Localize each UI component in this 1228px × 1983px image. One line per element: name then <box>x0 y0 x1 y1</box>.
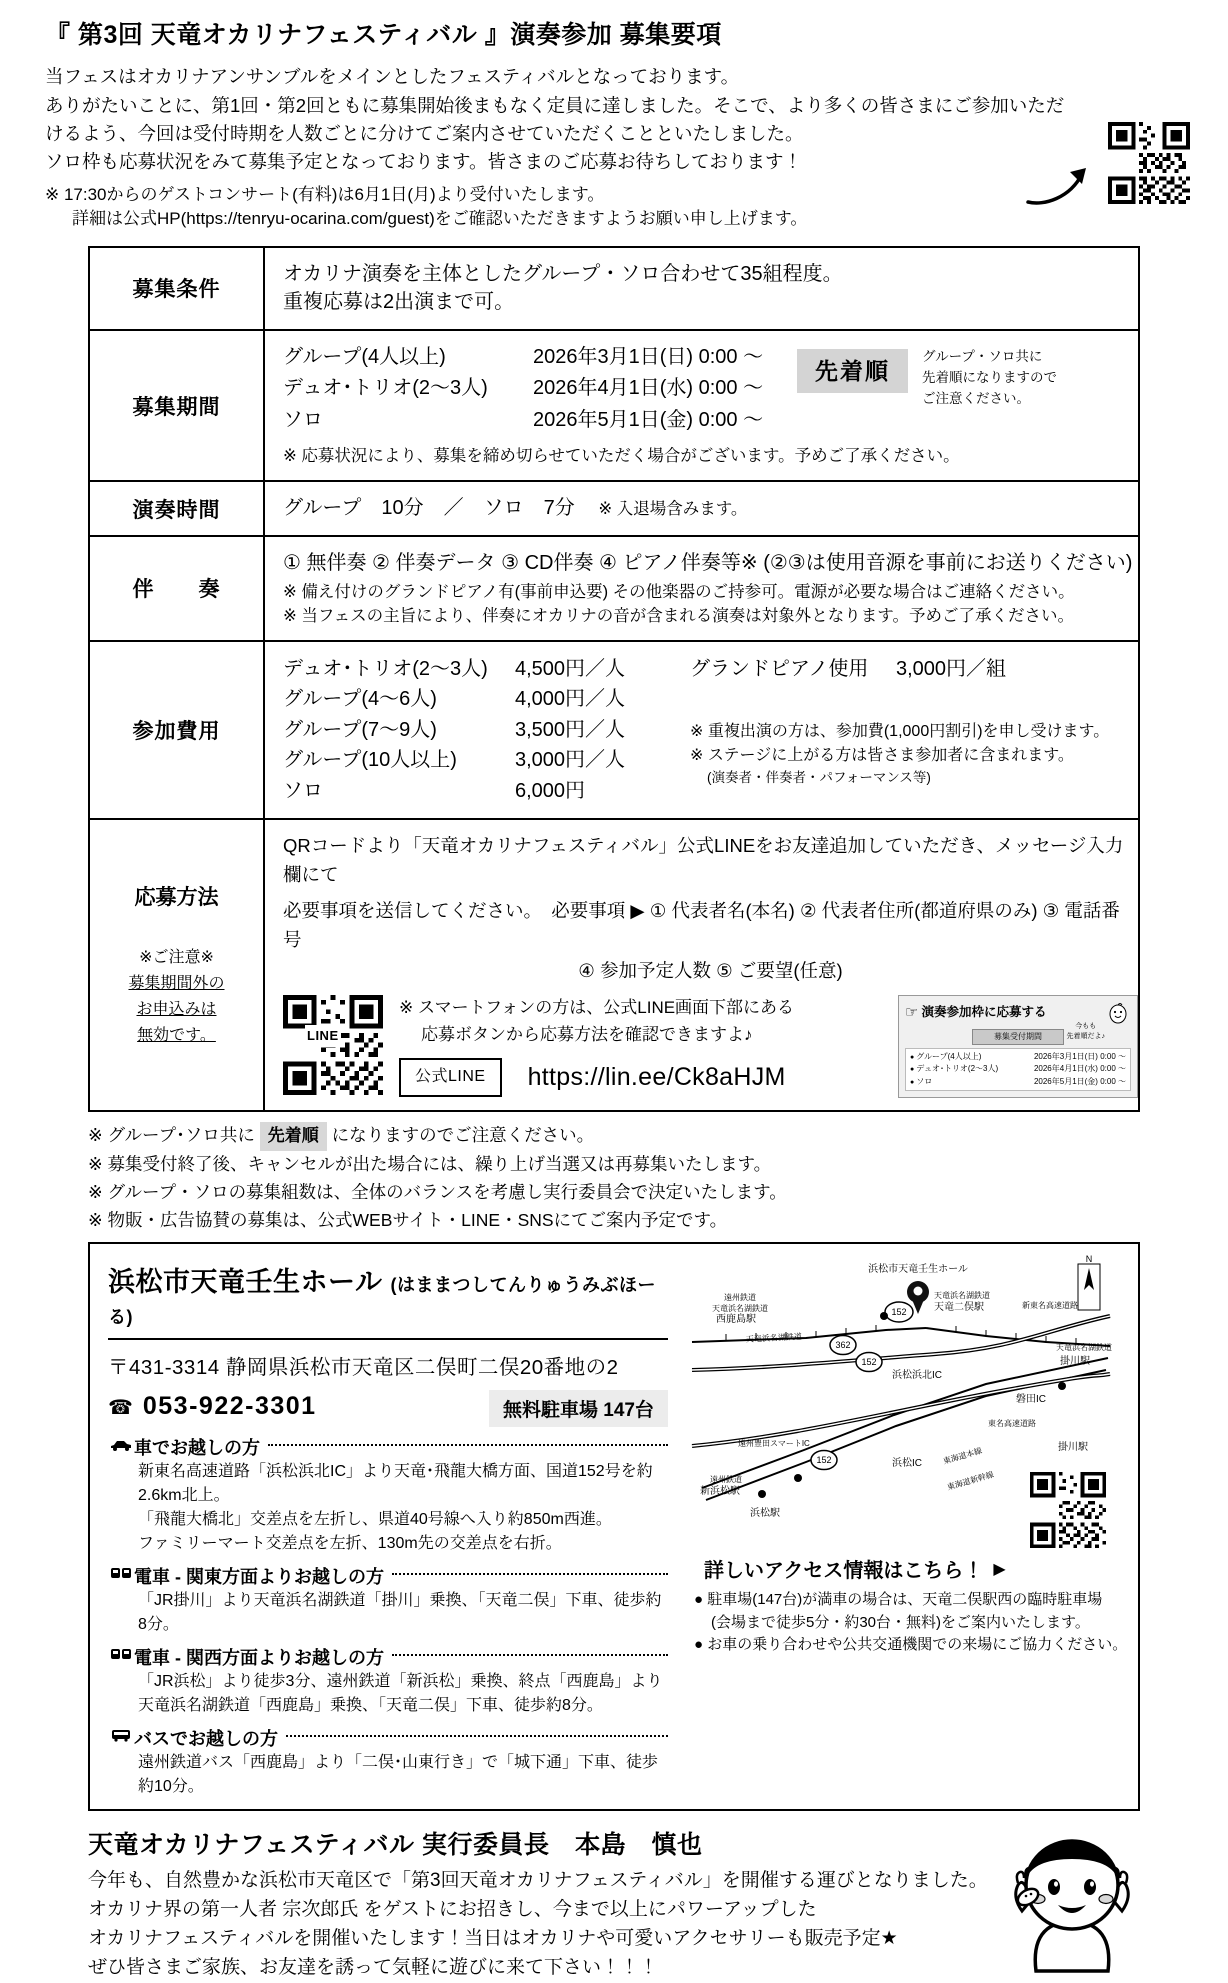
venue-divider <box>108 1338 668 1340</box>
venue-map-panel <box>682 1244 1138 1809</box>
access-more-link[interactable] <box>686 1554 1130 1583</box>
access-group-car <box>108 1434 668 1556</box>
apply-caution-line-3: 無効です。 <box>137 1027 216 1045</box>
line-shot-button-label: 募集受付期間 <box>994 1031 1042 1041</box>
row-value-duration <box>264 481 1139 535</box>
note-line-3: ※ グループ・ソロの募集組数は、全体のバランスを考慮し実行委員会で決定いたします。 <box>88 1181 787 1202</box>
access-body-bus <box>108 1751 668 1799</box>
map-graphic <box>686 1250 1116 1550</box>
venue-name-row <box>108 1260 668 1330</box>
sp-note-line-1: ※ スマートフォンの方は、公式LINE画面下部にある <box>399 998 795 1018</box>
footer-line-2: オカリナ界の第一人者 宗次郎氏 をゲストにお招きし、今まで以上にパワーアップした <box>88 1899 817 1921</box>
dotted-rule <box>286 1735 668 1737</box>
line-app-screenshot <box>898 995 1138 1098</box>
apply-smartphone-note <box>399 995 890 1096</box>
intro-line-4: ソロ枠も応募状況をみて募集予定となっております。皆さまのご応募お待ちしております！ <box>45 151 803 173</box>
svg-text:東海道本線: 東海道本線 <box>942 1446 984 1467</box>
sp-note-line-2: 応募ボタンから応募方法を確認できますよ♪ <box>421 1024 753 1044</box>
venue-tel: 053-922-3301 <box>142 1392 317 1421</box>
access-group-train-kansai <box>108 1644 668 1718</box>
row-label-conditions: 募集条件 <box>89 247 264 330</box>
row-value-fee <box>264 641 1139 819</box>
period-date: 2026年3月1日(日) 0:00 ～ <box>533 345 764 368</box>
svg-text:磐田IC: 磐田IC <box>1016 1394 1046 1406</box>
conditions-line-2: 重複応募は2出演まで可。 <box>283 291 515 314</box>
fee-note-3: (演奏者・伴奏者・パフォーマンス等) <box>707 770 931 786</box>
intro-line-2: ありがたいことに、第1回・第2回ともに募集開始後まもなく定員に達しました。そこで、より多くの皆さまにご参加いただ <box>45 94 1065 116</box>
access-map <box>686 1250 1130 1550</box>
bus-icon <box>108 1729 134 1747</box>
mascot-small-icon <box>1105 1002 1131 1024</box>
table-row-apply <box>89 819 1139 1112</box>
piano-fee-label: グランドピアノ使用 <box>690 658 869 681</box>
dotted-rule <box>392 1573 668 1575</box>
line-shot-row <box>910 1063 1126 1076</box>
car-icon <box>108 1438 134 1456</box>
first-come-note-3: ご注意ください。 <box>922 390 1030 406</box>
period-row <box>283 406 791 434</box>
apply-line-2: 必要事項を送信してください。 必要事項 ▶ ① 代表者名(本名) ② 代表者住所(都道府県のみ) ③ 電話番号 <box>283 900 1120 950</box>
note-1-prefix: ※ グループ･ソロ共に <box>88 1125 255 1146</box>
row-value-apply <box>264 819 1139 1112</box>
access-head-car: 車でお越しの方 <box>134 1438 260 1459</box>
train-icon <box>108 1648 134 1667</box>
footer-line-3: オカリナフェスティバルを開催いたします！当日はオカリナや可愛いアクセサリーも販売予定★ <box>88 1928 898 1950</box>
venue-name-kana: (はままつしてんりゅうみぶほーる) <box>108 1275 656 1328</box>
svg-text:152: 152 <box>891 1307 907 1318</box>
line-shot-row-label: ● グループ(4人以上) <box>910 1051 982 1061</box>
row-label-duration: 演奏時間 <box>89 481 264 535</box>
apply-label-text: 応募方法 <box>134 886 219 910</box>
svg-text:浜松IC: 浜松IC <box>892 1458 922 1470</box>
triangle-right-icon: ▶ <box>993 1560 1006 1578</box>
map-note-2: ● お車の乗り合わせや公共交通機関での来場にご協力ください。 <box>694 1636 1128 1654</box>
table-row-fee <box>89 641 1139 819</box>
svg-text:遠州鉄道: 遠州鉄道 <box>724 1293 756 1303</box>
note-line-4: ※ 物販・広告協賛の募集は、公式WEBサイト・LINE・SNSにてご案内予定です。 <box>88 1209 728 1230</box>
period-footnote: ※ 応募状況により、募集を締め切らせていただく場合がございます。予めご了承ください。 <box>283 446 960 465</box>
dotted-rule <box>268 1444 668 1446</box>
period-type: グループ(4人以上) <box>283 345 446 368</box>
fee-extras <box>690 654 1138 806</box>
venue-box <box>88 1242 1140 1811</box>
fee-types <box>283 654 515 806</box>
footer-body <box>88 1867 1140 1983</box>
line-shot-row-date: 2026年4月1日(水) 0:00 ～ <box>1033 1064 1126 1074</box>
guest-note-line-2: 詳細は公式HP(https://tenryu-ocarina.com/guest)をご確認いただきますようお願い申し上げます。 <box>72 209 808 229</box>
access-train-kansai-line-1: 「JR浜松」より徒歩3分、遠州鉄道「新浜松」乗換、終点「西鹿島」より <box>138 1673 663 1691</box>
first-come-badge-wrap <box>797 349 908 394</box>
access-bus-line-1: 遠州鉄道バス「西鹿島」より「二俣･山東行き」で「城下通」下車、徒歩約10分。 <box>138 1754 659 1796</box>
row-value-accompaniment <box>264 536 1139 641</box>
access-car-line-1: 新東名高速道路「浜松浜北IC」より天竜･飛龍大橋方面、国道152号を約2.6km北上。 <box>138 1463 653 1505</box>
line-shot-title: 演奏参加枠に応募する <box>921 1005 1047 1020</box>
footer-line-1: 今年も、自然豊かな浜松市天竜区で「第3回天竜オカリナフェスティバル」を開催する運びとなりました。 <box>88 1870 988 1892</box>
fee-price: 3,500円／人 <box>515 718 626 741</box>
row-value-conditions <box>264 247 1139 330</box>
svg-text:掛川駅: 掛川駅 <box>1058 1442 1088 1454</box>
access-train-kanto-line-1: 「JR掛川」より天竜浜名湖鉄道「掛川」乗換、「天竜二俣」下車、徒歩約8分。 <box>138 1592 662 1634</box>
svg-text:362: 362 <box>835 1340 851 1351</box>
svg-text:遠州豊田スマートIC: 遠州豊田スマートIC <box>738 1439 810 1449</box>
line-qr-caption: LINE <box>305 1025 341 1047</box>
fee-price: 4,000円／人 <box>515 688 626 711</box>
apply-line-1: QRコードより「天竜オカリナフェスティバル」公式LINEをお友達追加していただき、メッセージ入力欄にて <box>283 834 1124 885</box>
access-body-car <box>108 1460 668 1556</box>
period-type: デュオ･トリオ(2～3人) <box>283 377 488 400</box>
note-line-1 <box>88 1122 1140 1151</box>
piano-fee-line <box>690 654 1138 684</box>
access-head-train-kanto: 電車 - 関東方面よりお越しの方 <box>134 1567 384 1588</box>
table-row-period <box>89 330 1139 482</box>
fee-type: グループ(7～9人) <box>283 718 437 741</box>
accompaniment-line-1: ① 無伴奏 ② 伴奏データ ③ CD伴奏 ④ ピアノ伴奏等※ (②③は使用音源を事前にお送りください) <box>283 551 1133 574</box>
mascot-character-icon <box>998 1819 1146 1979</box>
svg-text:浜松浜北IC: 浜松浜北IC <box>892 1370 942 1382</box>
curved-arrow-icon <box>1024 162 1098 208</box>
period-rows <box>283 343 791 437</box>
apply-caution <box>96 945 257 1049</box>
accompaniment-line-3: ※ 当フェスの主旨により、伴奏にオカリナの音が含まれる演奏は対象外となります。予めご了承ください。 <box>283 606 1074 625</box>
svg-text:東名高速道路: 東名高速道路 <box>988 1419 1036 1429</box>
note-line-2: ※ 募集受付終了後、キャンセルが出た場合には、繰り上げ当選又は再募集いたします。 <box>88 1154 772 1175</box>
venue-name: 浜松市天竜壬生ホール <box>108 1267 383 1298</box>
first-come-note-1: グループ・ソロ共に <box>922 348 1043 364</box>
fee-note-2: ※ ステージに上がる方は皆さま参加者に含まれます。 <box>690 747 1074 765</box>
line-shot-row <box>910 1076 1126 1089</box>
fee-price: 4,500円／人 <box>515 658 626 681</box>
svg-text:新東名高速道路: 新東名高速道路 <box>1022 1301 1078 1311</box>
conditions-line-1: オカリナ演奏を主体としたグループ・ソロ合わせて35組程度。 <box>283 263 843 286</box>
fee-type: グループ(10人以上) <box>283 749 457 772</box>
line-shot-button[interactable] <box>972 1022 1105 1045</box>
svg-text:天竜浜名湖鉄道: 天竜浜名湖鉄道 <box>712 1304 768 1314</box>
line-shot-row <box>910 1051 1126 1064</box>
svg-text:掛川駅: 掛川駅 <box>1060 1356 1090 1368</box>
line-shot-row-date: 2026年3月1日(日) 0:00 ～ <box>1033 1051 1126 1061</box>
access-car-line-3: ファミリーマート交差点を左折、130m先の交差点を右折。 <box>138 1535 562 1553</box>
table-row-conditions <box>89 247 1139 330</box>
fee-type: デュオ･トリオ(2～3人) <box>283 658 488 681</box>
duration-note: ※ 入退場含みます。 <box>598 500 748 519</box>
map-notes <box>686 1589 1130 1657</box>
fee-price: 3,000円／人 <box>515 749 626 772</box>
apply-line-3: ④ 参加予定人数 ⑤ ご要望(任意) <box>578 959 843 981</box>
svg-text:東海道新幹線: 東海道新幹線 <box>946 1470 995 1493</box>
access-group-bus <box>108 1725 668 1799</box>
svg-text:遠州鉄道: 遠州鉄道 <box>710 1475 742 1485</box>
first-come-note-2: 先着順になりますので <box>922 369 1057 385</box>
fee-type: グループ(4～6人) <box>283 688 437 711</box>
fee-type: ソロ <box>283 779 323 802</box>
line-shot-note-a: 今もも <box>1075 1022 1097 1030</box>
page-title: 『 第3回 天竜オカリナフェスティバル 』演奏参加 募集要項 <box>45 21 722 49</box>
line-shot-note-b: 先着順だよ♪ <box>1066 1033 1105 1041</box>
requirements-table <box>88 246 1140 1112</box>
intro-block <box>40 63 1188 232</box>
svg-text:新浜松駅: 新浜松駅 <box>700 1486 740 1498</box>
first-come-badge: 先着順 <box>797 349 908 394</box>
svg-text:天竜浜名湖鉄道: 天竜浜名湖鉄道 <box>745 1332 803 1345</box>
row-label-apply <box>89 819 264 1112</box>
access-head-train-kansai: 電車 - 関西方面よりお越しの方 <box>134 1648 384 1669</box>
apply-caution-line-1: 募集期間外の <box>128 975 225 993</box>
dotted-rule <box>392 1654 668 1656</box>
guest-concert-note <box>45 183 1188 232</box>
first-come-note <box>922 343 1057 410</box>
parking-badge: 無料駐車場 147台 <box>489 1390 668 1427</box>
row-label-period: 募集期間 <box>89 330 264 482</box>
line-shot-rows <box>905 1048 1131 1092</box>
map-note-1b: (会場まで徒歩5分・約30台・無料)をご案内いたします。 <box>711 1613 1090 1631</box>
row-label-fee: 参加費用 <box>89 641 264 819</box>
pointer-hand-icon: ☞ <box>905 1004 919 1022</box>
svg-text:浜松市天竜壬生ホール: 浜松市天竜壬生ホール <box>868 1264 968 1276</box>
qr-code-top-icon <box>1108 122 1190 204</box>
period-row <box>283 343 791 371</box>
svg-text:浜松駅: 浜松駅 <box>750 1508 780 1520</box>
period-type: ソロ <box>283 408 323 431</box>
map-note-1: ● 駐車場(147台)が満車の場合は、天竜二俣駅西の臨時駐車場 <box>694 1591 1103 1609</box>
train-icon <box>108 1567 134 1586</box>
official-line-box: 公式LINE <box>399 1058 502 1097</box>
apply-caution-line-2: お申込みは <box>136 1001 217 1019</box>
period-row <box>283 374 791 402</box>
apply-caution-title: ※ご注意※ <box>139 949 214 967</box>
duration-value: グループ 10分 ／ ソロ 7分 <box>283 497 575 520</box>
access-more-label: 詳しいアクセス情報はこちら！ <box>704 1560 984 1583</box>
footer-line-4: ぜひ皆さまご家族、お友達を誘って気軽に遊びに来て下さい！！！ <box>88 1956 659 1978</box>
venue-address: 〒431-3314 静岡県浜松市天竜区二俣町二俣20番地の2 <box>108 1356 619 1380</box>
line-shot-row-date: 2026年5月1日(金) 0:00 ～ <box>1033 1076 1126 1086</box>
piano-fee-price: 3,000円／組 <box>895 658 1007 681</box>
access-train-kansai-line-2: 天竜浜名湖鉄道「西鹿島」乗換、「天竜二俣」下車、徒歩約8分。 <box>138 1697 603 1715</box>
telephone-icon: ☎ <box>108 1397 135 1420</box>
row-label-accompaniment: 伴 奏 <box>89 536 264 641</box>
row-value-period <box>264 330 1139 482</box>
line-shot-row-label: ● ソロ <box>910 1076 933 1086</box>
access-group-train-kanto <box>108 1563 668 1637</box>
qr-code-line-wrap[interactable] <box>283 995 383 1095</box>
fee-price: 6,000円 <box>515 779 586 802</box>
svg-text:天竜浜名湖鉄道: 天竜浜名湖鉄道 <box>934 1291 990 1301</box>
access-head-bus: バスでお越しの方 <box>134 1729 278 1750</box>
svg-text:西鹿島駅: 西鹿島駅 <box>716 1314 756 1326</box>
table-row-duration <box>89 481 1139 535</box>
period-date: 2026年4月1日(水) 0:00 ～ <box>533 377 764 400</box>
svg-text:152: 152 <box>861 1357 877 1368</box>
svg-text:天竜浜名湖鉄道: 天竜浜名湖鉄道 <box>1056 1343 1112 1353</box>
additional-notes <box>88 1122 1140 1234</box>
footer-message <box>88 1825 1140 1983</box>
table-row-accompaniment <box>89 536 1139 641</box>
line-url[interactable]: https://lin.ee/Ck8aHJM <box>527 1063 786 1092</box>
svg-text:N: N <box>1085 1254 1093 1265</box>
venue-info <box>90 1244 682 1809</box>
intro-line-3: けるよう、今回は受付時期を人数ごとに分けてご案内させていただくことといたしました。 <box>45 123 804 144</box>
qr-code-access-icon <box>1030 1472 1106 1548</box>
fee-prices <box>515 654 690 806</box>
svg-text:天竜二俣駅: 天竜二俣駅 <box>934 1302 984 1314</box>
access-body-train-kanto <box>108 1589 668 1637</box>
access-body-train-kansai <box>108 1670 668 1718</box>
svg-text:152: 152 <box>816 1455 832 1466</box>
guest-note-line-1: ※ 17:30からのゲストコンサート(有料)は6月1日(月)より受付いたします。 <box>45 184 605 204</box>
line-shot-note <box>1067 1022 1106 1044</box>
note-1-suffix: になりますのでご注意ください。 <box>331 1125 595 1146</box>
note-1-badge: 先着順 <box>260 1122 327 1151</box>
line-shot-row-label: ● デュオ･トリオ(2～3人) <box>910 1064 999 1074</box>
period-date: 2026年5月1日(金) 0:00 ～ <box>533 408 764 431</box>
intro-line-1: 当フェスはオカリナアンサンブルをメインとしたフェスティバルとなっております。 <box>45 66 740 88</box>
fee-note-1: ※ 重複出演の方は、参加費(1,000円割引)を申し受けます。 <box>690 723 1110 741</box>
access-car-line-2: 「飛龍大橋北」交差点を左折し、県道40号線へ入り約850m西進。 <box>138 1511 612 1529</box>
venue-tel-row <box>108 1392 317 1421</box>
accompaniment-line-2: ※ 備え付けのグランドピアノ有(事前申込要) その他楽器のご持参可。電源が必要な場合はご連絡ください。 <box>283 583 1075 602</box>
footer-title: 天竜オカリナフェスティバル 実行委員長 本島 慎也 <box>88 1831 703 1860</box>
